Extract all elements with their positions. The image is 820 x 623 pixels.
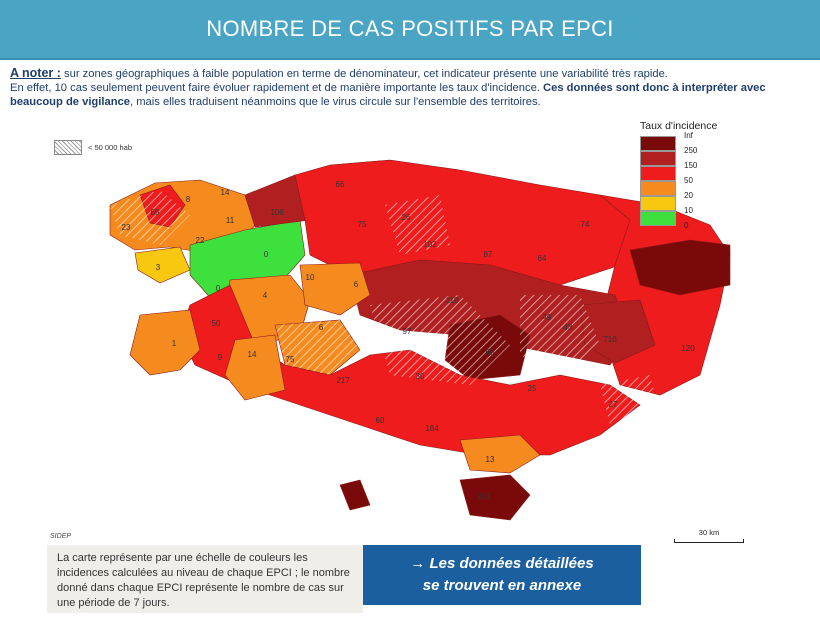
legend-swatch [640,181,676,196]
legend-row [640,191,750,211]
legend-swatch [640,211,676,226]
case-label: 23 [121,223,131,232]
annex-link-button[interactable] [363,545,641,605]
legend-row [640,176,750,196]
case-label: 65 [150,208,160,217]
legend-title: Taux d'incidence [640,120,718,132]
case-label: 49 [542,313,552,322]
case-label: 26 [401,213,411,222]
case-label: 118 [445,296,459,305]
legend-swatch [640,136,676,151]
case-label: 75 [357,220,367,229]
legend-break: 150 [684,161,698,170]
hatch-label: < 50 000 hab [88,143,133,152]
legend-break: 250 [684,146,698,155]
case-label: 184 [425,424,439,433]
info-text: La carte représente par une échelle de couleurs les incidences calculées au niveau de chaque EPCI ; le nombre donné dans chaque EPCI représente le nombre de cas sur une période de 7 jours. [57,552,350,609]
case-label: 0 [263,250,269,259]
case-label: 97 [402,327,412,336]
legend-break: 10 [684,206,693,215]
note-warning: Ces données sont donc à interpréter avec beaucoup de vigilance [10,82,766,108]
brittany-map [40,135,740,535]
note-line2a: En effet, 10 cas seulement peuvent faire évoluer rapidement et de manière importante les taux d'incidence. [10,82,544,94]
case-label: 8 [185,195,191,204]
incidence-legend [640,120,750,241]
case-label: 60 [375,416,385,425]
scale-label: 30 km [698,528,720,537]
case-label: 3 [155,263,161,272]
note-label: A noter : [10,66,61,80]
legend-swatch [640,166,676,181]
scale-bar [674,528,744,543]
case-label: 1 [171,339,177,348]
page-title: NOMBRE DE CAS POSITIFS PAR EPCI [206,16,614,41]
legend-row [640,161,750,181]
case-label: 64 [537,254,547,263]
region-yellow [135,247,190,283]
case-label: 14 [220,188,230,197]
info-box [47,545,363,613]
case-label: 13 [485,455,495,464]
note-line2c: , mais elles traduisent néanmoins que le virus circule sur l'ensemble des territoires. [130,96,541,108]
case-label: 74 [580,220,590,229]
case-label: 27 [608,400,618,409]
region-sw-orange [130,310,200,375]
case-label: 22 [195,236,205,245]
legend-swatch [640,196,676,211]
scale-line [674,539,744,543]
title-banner [0,0,820,60]
case-label: 106 [270,208,284,217]
legend-row [640,206,750,226]
case-label: 50 [211,319,221,328]
case-label: 25 [527,384,537,393]
cta-line1: → Les données détaillées [410,555,594,572]
case-label: 102 [423,240,437,249]
case-label: 30 [415,372,425,381]
case-label: 87 [483,250,493,259]
note-line1: sur zones géographiques à faible population en terme de dénominateur, cet indicateur présente une variabilité très rapide. [60,68,668,80]
case-label: 43 [563,323,573,332]
legend-row [640,221,750,241]
legend-break: 50 [684,176,693,185]
case-label: 98 [485,348,495,357]
region-orange-14 [225,335,285,400]
case-label: 66 [335,180,345,189]
case-label: 201 [477,492,491,501]
note-paragraph [10,66,816,109]
source-label: SIDEP [50,533,72,540]
case-label: 4 [262,291,268,300]
case-label: 120 [681,344,695,353]
case-label: 9 [217,353,223,362]
legend-swatch [640,151,676,166]
case-label: 6 [318,323,324,332]
case-label: 217 [336,376,350,385]
case-label: 75 [285,355,295,364]
case-label: 6 [353,280,359,289]
case-label: 14 [247,350,257,359]
legend-break: 20 [684,191,693,200]
case-label: 710 [603,335,617,344]
region-201 [460,475,530,520]
case-label: 10 [305,273,315,282]
legend-break: Inf [684,131,693,140]
region-island [340,480,370,510]
legend-break: 0 [684,221,689,230]
cta-line2: se trouvent en annexe [422,577,582,594]
case-label: 11 [225,216,235,225]
case-label: 0 [215,284,221,293]
